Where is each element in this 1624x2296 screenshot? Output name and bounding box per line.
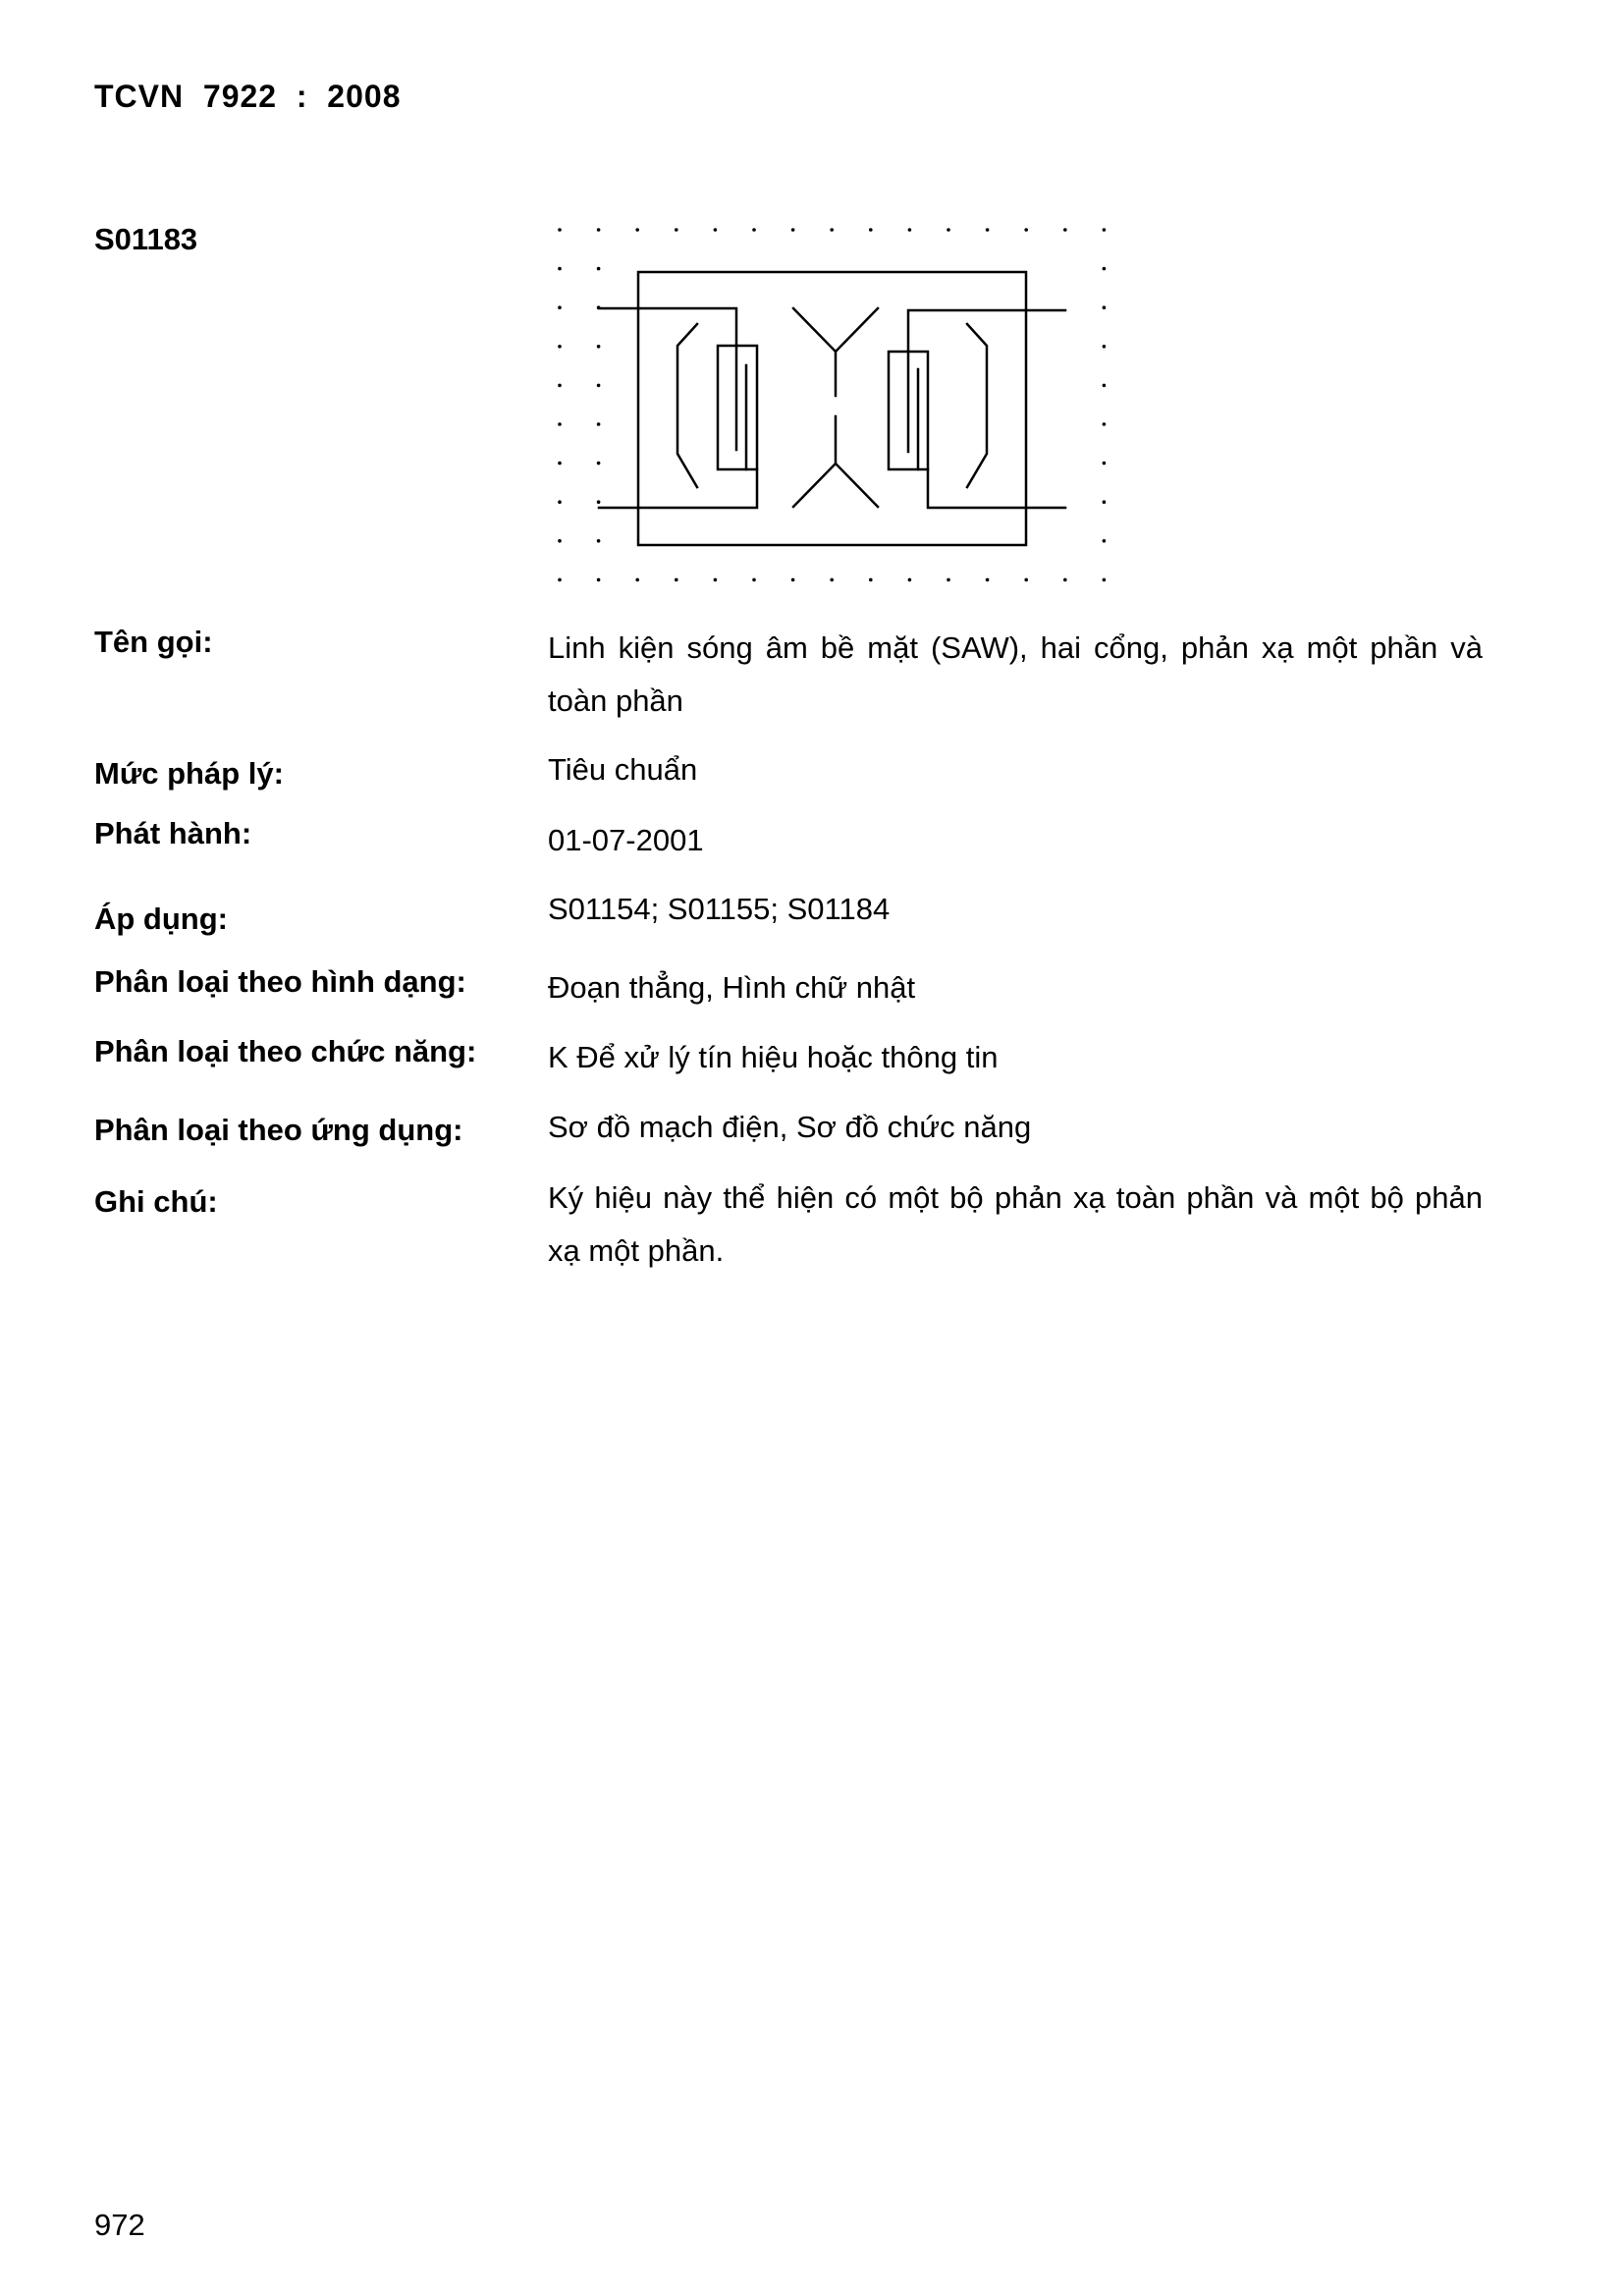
field-legal-level-value: Tiêu chuẩn (548, 752, 698, 787)
grid-dot (1103, 305, 1107, 309)
grid-dot (1103, 422, 1107, 426)
field-issued-value: 01-07-2001 (548, 823, 704, 857)
grid-dot (558, 228, 562, 232)
right-reflector (967, 324, 987, 487)
grid-dot (1103, 500, 1107, 504)
grid-dots (558, 228, 1106, 581)
grid-dot (675, 578, 678, 582)
grid-dot (635, 578, 639, 582)
grid-dot (908, 228, 912, 232)
grid-dot (597, 228, 601, 232)
page-number: 972 (94, 2208, 145, 2242)
grid-dot (1063, 228, 1067, 232)
grid-dot (597, 345, 601, 349)
field-legal-level-label: Mức pháp lý: (94, 756, 284, 791)
right-port-bottom-line (928, 469, 1065, 508)
left-port-top-line (599, 308, 736, 346)
grid-dot (1103, 539, 1107, 543)
field-function-class-label: Phân loại theo chức năng: (94, 1034, 477, 1068)
grid-dot (1103, 462, 1107, 465)
document-header: TCVN 7922 : 2008 (94, 79, 402, 114)
grid-dot (558, 267, 562, 271)
grid-dot (1103, 267, 1107, 271)
grid-dot (830, 228, 834, 232)
center-bottom-fork (793, 464, 878, 507)
grid-dot (830, 578, 834, 582)
grid-dot (558, 539, 562, 543)
grid-dot (635, 228, 639, 232)
field-issued-label: Phát hành: (94, 816, 252, 850)
grid-dot (869, 228, 873, 232)
grid-dot (947, 228, 950, 232)
grid-dot (1063, 578, 1067, 582)
grid-dot (1103, 345, 1107, 349)
grid-dot (597, 462, 601, 465)
left-reflector (677, 324, 697, 487)
grid-dot (597, 500, 601, 504)
grid-dot (714, 228, 718, 232)
field-applies-label: Áp dụng: (94, 902, 229, 936)
grid-dot (558, 422, 562, 426)
grid-dot (714, 578, 718, 582)
field-applies-value: S01154; S01155; S01184 (548, 892, 891, 926)
grid-dot (1103, 578, 1107, 582)
grid-dot (752, 228, 756, 232)
grid-dot (947, 578, 950, 582)
grid-dot (558, 305, 562, 309)
grid-dot (558, 462, 562, 465)
field-notes-label: Ghi chú: (94, 1184, 218, 1219)
grid-dot (558, 500, 562, 504)
field-application-class-value: Sơ đồ mạch điện, Sơ đồ chức năng (548, 1110, 1032, 1144)
grid-dot (1024, 228, 1028, 232)
grid-dot (986, 228, 990, 232)
grid-dot (752, 578, 756, 582)
grid-dot (597, 578, 601, 582)
field-name-label: Tên gọi: (94, 625, 213, 659)
grid-dot (1103, 384, 1107, 388)
grid-dot (597, 422, 601, 426)
grid-dot (908, 578, 912, 582)
field-shape-class-value: Đoạn thẳng, Hình chữ nhật (548, 970, 916, 1005)
symbol-code: S01183 (94, 222, 198, 256)
field-notes-value: Ký hiệu này thể hiện có một bộ phản xạ toàn phần và một bộ phản xạ một phần. (548, 1180, 1483, 1268)
grid-dot (558, 345, 562, 349)
left-port-bottom-line (599, 469, 757, 508)
grid-dot (1103, 228, 1107, 232)
field-function-class-value: K Để xử lý tín hiệu hoặc thông tin (548, 1040, 999, 1074)
grid-dot (597, 539, 601, 543)
center-top-fork (793, 308, 878, 352)
grid-dot (986, 578, 990, 582)
grid-dot (597, 267, 601, 271)
grid-dot (791, 578, 795, 582)
outer-frame (638, 272, 1026, 545)
field-name-value: Linh kiện sóng âm bề mặt (SAW), hai cổng, phản xạ một phần và toàn phần (548, 630, 1483, 718)
grid-dot (597, 384, 601, 388)
grid-dot (675, 228, 678, 232)
saw-symbol-icon (545, 218, 1124, 601)
grid-dot (558, 384, 562, 388)
grid-dot (791, 228, 795, 232)
field-shape-class-label: Phân loại theo hình dạng: (94, 964, 466, 999)
field-application-class-label: Phân loại theo ứng dụng: (94, 1113, 463, 1147)
grid-dot (869, 578, 873, 582)
grid-dot (1024, 578, 1028, 582)
grid-dot (558, 578, 562, 582)
